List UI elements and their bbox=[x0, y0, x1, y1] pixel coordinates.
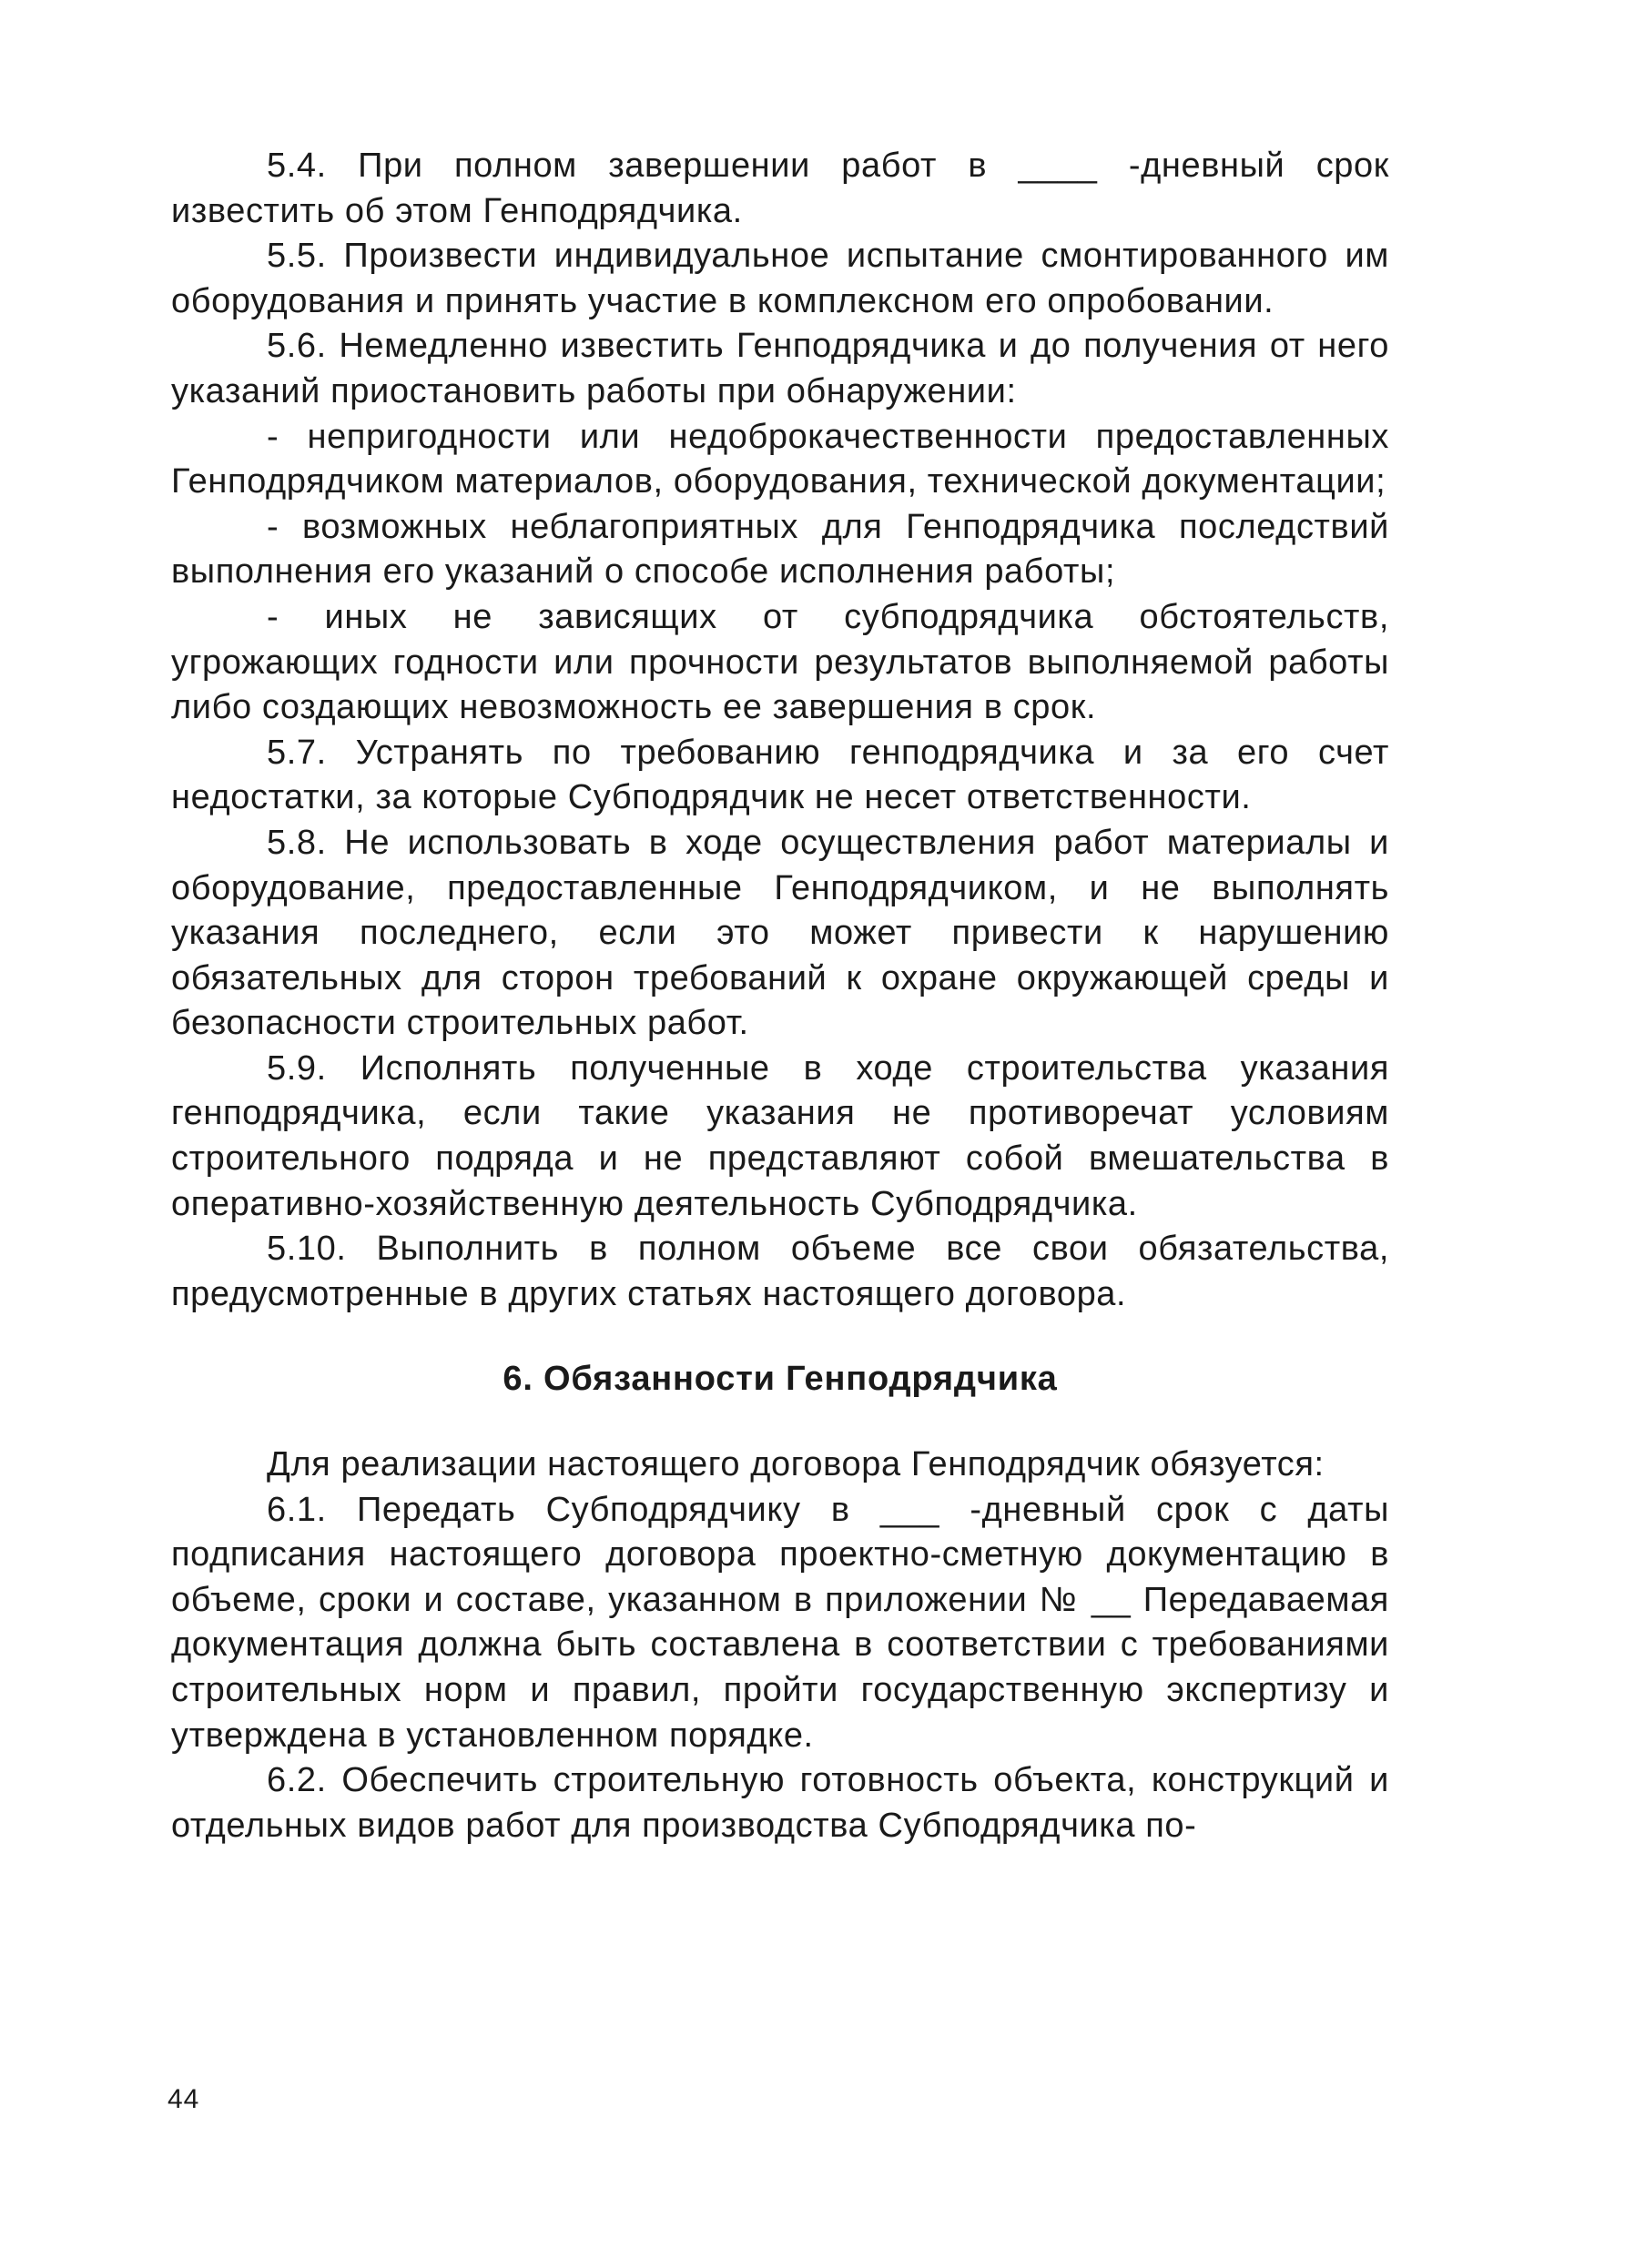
section-6-heading: 6. Обязанности Генподрядчика bbox=[503, 1360, 1058, 1399]
clause-5-8: 5.8. Не использовать в ходе осуществления работ материалы и оборудование, предоставленные Генподрядчиком, и не выполнять указания последнего, если это может привести к нарушению обязательных для сторон требований к охране окружающей среды и безопасности строительных работ. bbox=[171, 823, 1389, 1043]
document-body bbox=[171, 144, 1389, 1848]
clause-6-2: 6.2. Обеспечить строительную готовность объекта, конструкций и отдельных видов работ для производства Субподрядчика по- bbox=[171, 1761, 1389, 1845]
clause-5-6-item-a: - непригодности или недоброкачественности предоставленных Генподрядчиком материалов, оборудования, технической документации; bbox=[171, 417, 1389, 501]
clause-5-6-item-c: - иных не зависящих от субподрядчика обстоятельств, угрожающих годности или прочности результатов выполняемой работы либо создающих невозможность ее завершения в срок. bbox=[171, 597, 1389, 727]
clause-5-6: 5.6. Немедленно известить Генподрядчика и до получения от него указаний приостановить работы при обнаружении: bbox=[171, 327, 1389, 410]
clause-5-6-item-b: - возможных неблагоприятных для Генподрядчика последствий выполнения его указаний о способе исполнения работы; bbox=[171, 507, 1389, 592]
clause-5-7: 5.7. Устранять по требованию генподрядчика и за его счет недостатки, за которые Субподрядчик не несет ответственности. bbox=[171, 733, 1389, 817]
clause-5-5: 5.5. Произвести индивидуальное испытание смонтированного им оборудования и принять участие в комплексном его опробовании. bbox=[171, 237, 1389, 320]
clause-5-4: 5.4. При полном завершении работ в ____ -дневный срок известить об этом Генподрядчика. bbox=[171, 147, 1389, 230]
clause-6-1: 6.1. Передать Субподрядчику в ___ -дневный срок с даты подписания настоящего договора проектно-сметную документацию в объеме, сроки и составе, указанном в приложении № __ Передаваемая документация должна быть составлена в соответствии с требованиями строительных норм и правил, пройти государственную экспертизу и утверждена в установленном порядке. bbox=[171, 1490, 1389, 1755]
clause-5-10: 5.10. Выполнить в полном объеме все свои обязательства, предусмотренные в других статьях настоящего договора. bbox=[171, 1230, 1389, 1313]
clause-5-9: 5.9. Исполнять полученные в ходе строительства указания генподрядчика, если такие указания не противоречат условиям строительного подряда и не представляют собой вмешательства в оперативно-хозяйственную деятельность Субподрядчика. bbox=[171, 1048, 1389, 1223]
page-number: 44 bbox=[168, 2084, 200, 2114]
section-6-intro: Для реализации настоящего договора Генподрядчик обязуется: bbox=[267, 1445, 1325, 1484]
